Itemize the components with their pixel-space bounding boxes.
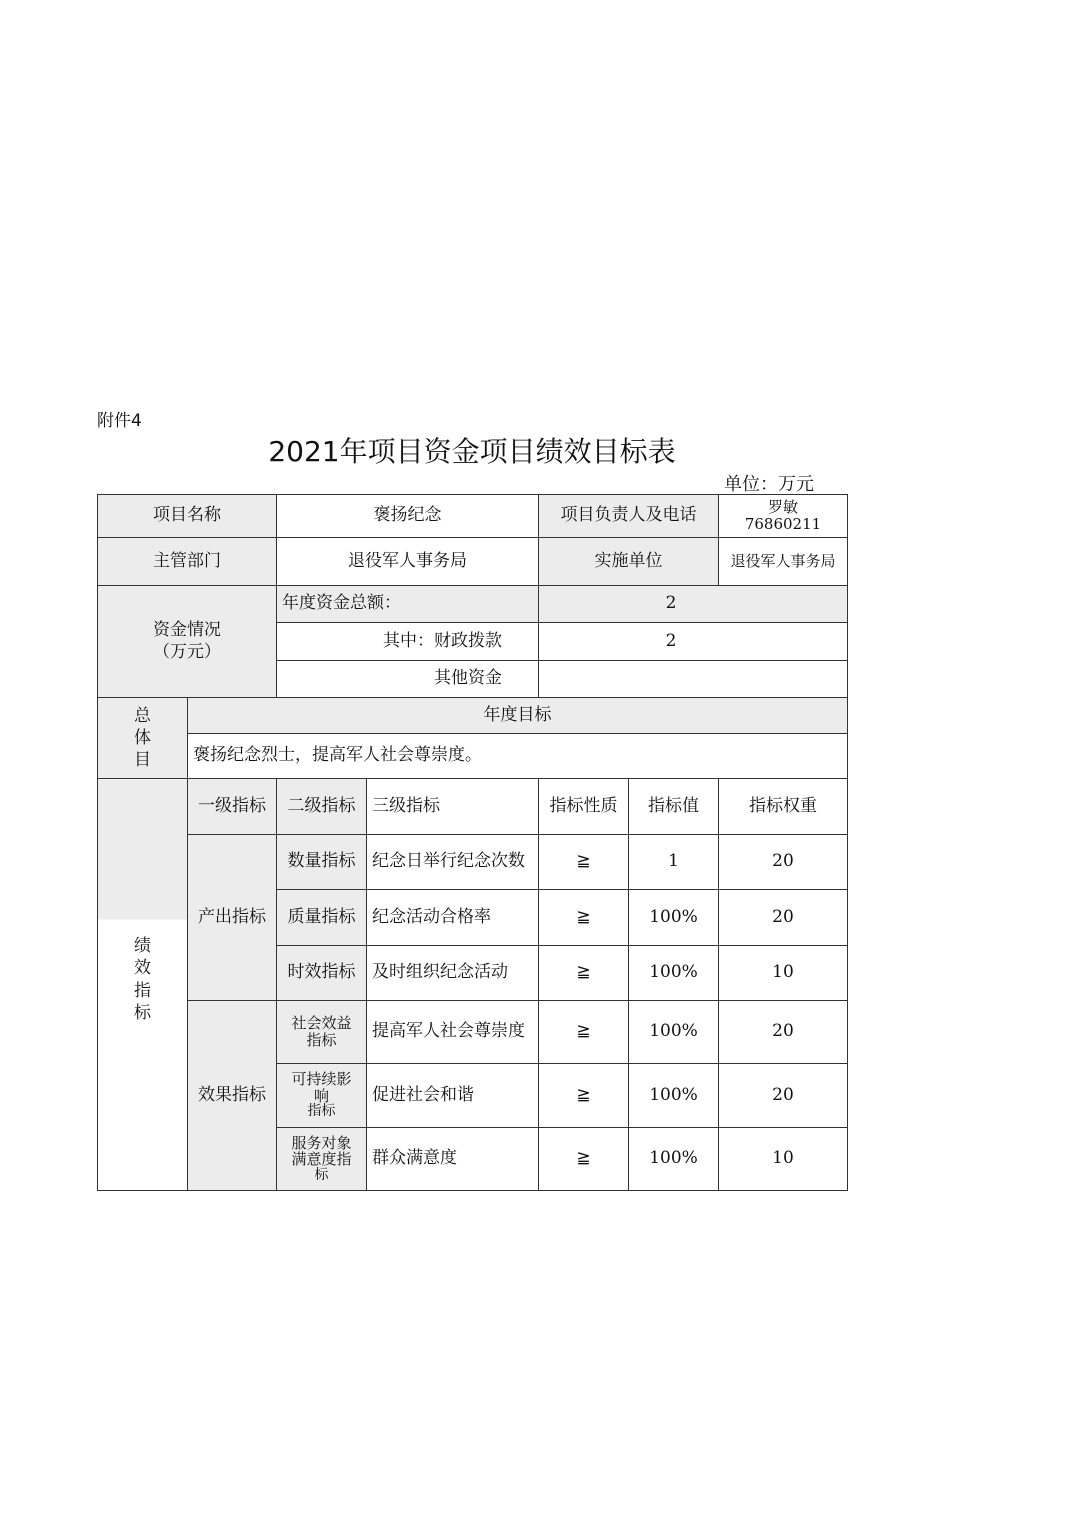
project-name-label: 项目名称 [98,495,277,538]
overall-char-1: 总 [134,705,151,726]
nature-cell: ≧ [539,946,629,1001]
header-level3: 三级指标 [367,779,539,835]
project-name-value: 褒扬纪念 [277,495,539,538]
weight-cell: 20 [719,1001,848,1064]
header-level1: 一级指标 [188,779,277,835]
level3-cell: 群众满意度 [367,1128,539,1191]
level2-line: 响 [313,1086,329,1105]
level2-line: 标 [314,1166,329,1183]
weight-cell: 20 [719,835,848,890]
level3-cell: 促进社会和谐 [367,1064,539,1128]
weight-cell: 10 [719,1128,848,1191]
impl-unit-value: 退役军人事务局 [719,538,848,586]
weight-cell: 10 [719,946,848,1001]
funds-total-value [539,586,848,623]
funds-label-line1: 资金情况 [153,620,221,641]
funds-total-number: 2 [665,593,677,614]
level2-social-benefit [277,1001,367,1064]
header-level2: 二级指标 [277,779,367,835]
nature-cell: ≧ [539,1128,629,1191]
value-cell: 100% [629,1001,719,1064]
perf-char-3: 指 [134,980,151,1001]
nature-cell: ≧ [539,890,629,946]
project-leader-cell [719,495,848,538]
level1-output: 产出指标 [188,835,277,1001]
dept-value: 退役军人事务局 [277,538,539,586]
impl-unit-label: 实施单位 [539,538,719,586]
weight-cell: 20 [719,890,848,946]
level3-cell: 及时组织纪念活动 [367,946,539,1001]
funds-fiscal-value [539,623,848,661]
level3-cell: 纪念活动合格率 [367,890,539,946]
nature-cell: ≧ [539,1064,629,1128]
overall-char-3: 目 [134,750,151,771]
annual-goal-header: 年度目标 [188,698,848,734]
nature-cell: ≧ [539,1001,629,1064]
level2-timeliness: 时效指标 [277,946,367,1001]
value-cell: 100% [629,1128,719,1191]
funds-fiscal-label: 其中：财政拨款 [277,623,539,661]
perf-char-2: 效 [134,958,151,979]
level2-line: 指标 [307,1103,336,1120]
perf-char-1: 绩 [134,936,151,957]
level2-sustainability [277,1064,367,1128]
level1-effect: 效果指标 [188,1001,277,1191]
level2-line: 满意度指 [291,1150,352,1169]
funds-other-value [539,661,848,698]
weight-cell: 20 [719,1064,848,1128]
annual-goal-text: 褒扬纪念烈士，提高军人社会尊崇度。 [188,734,848,779]
funds-total-label: 年度资金总额： [277,586,539,623]
funds-label [98,586,277,698]
perf-char-4: 标 [134,1002,151,1023]
level2-quantity: 数量指标 [277,835,367,890]
value-cell: 1 [629,835,719,890]
level2-line: 可持续影 [291,1070,352,1089]
dept-label: 主管部门 [98,538,277,586]
level3-cell: 纪念日举行纪念次数 [367,835,539,890]
performance-indicator-label [98,779,188,1191]
level3-cell: 提高军人社会尊崇度 [367,1001,539,1064]
performance-target-table [97,494,848,1191]
value-cell: 100% [629,946,719,1001]
value-cell: 100% [629,1064,719,1128]
project-leader-name: 罗敏 [767,497,798,516]
level2-line: 指标 [306,1031,337,1049]
level2-line: 社会效益 [291,1013,352,1032]
header-value: 指标值 [629,779,719,835]
funds-other-label: 其他资金 [277,661,539,698]
page-title: 2021年项目资金项目绩效目标表 [268,435,676,468]
nature-cell: ≧ [539,835,629,890]
project-leader-phone: 76860211 [744,515,822,533]
project-leader-label: 项目负责人及电话 [539,495,719,538]
header-weight: 指标权重 [719,779,848,835]
value-cell: 100% [629,890,719,946]
level2-quality: 质量指标 [277,890,367,946]
level2-line: 服务对象 [291,1133,352,1152]
header-nature: 指标性质 [539,779,629,835]
overall-char-2: 体 [134,727,151,748]
level2-satisfaction [277,1128,367,1191]
unit-label: 单位：万元 [724,474,814,495]
overall-goal-label [98,698,188,779]
funds-label-line2: （万元） [153,641,221,662]
attachment-label: 附件4 [97,411,142,431]
funds-fiscal-number: 2 [665,630,677,651]
